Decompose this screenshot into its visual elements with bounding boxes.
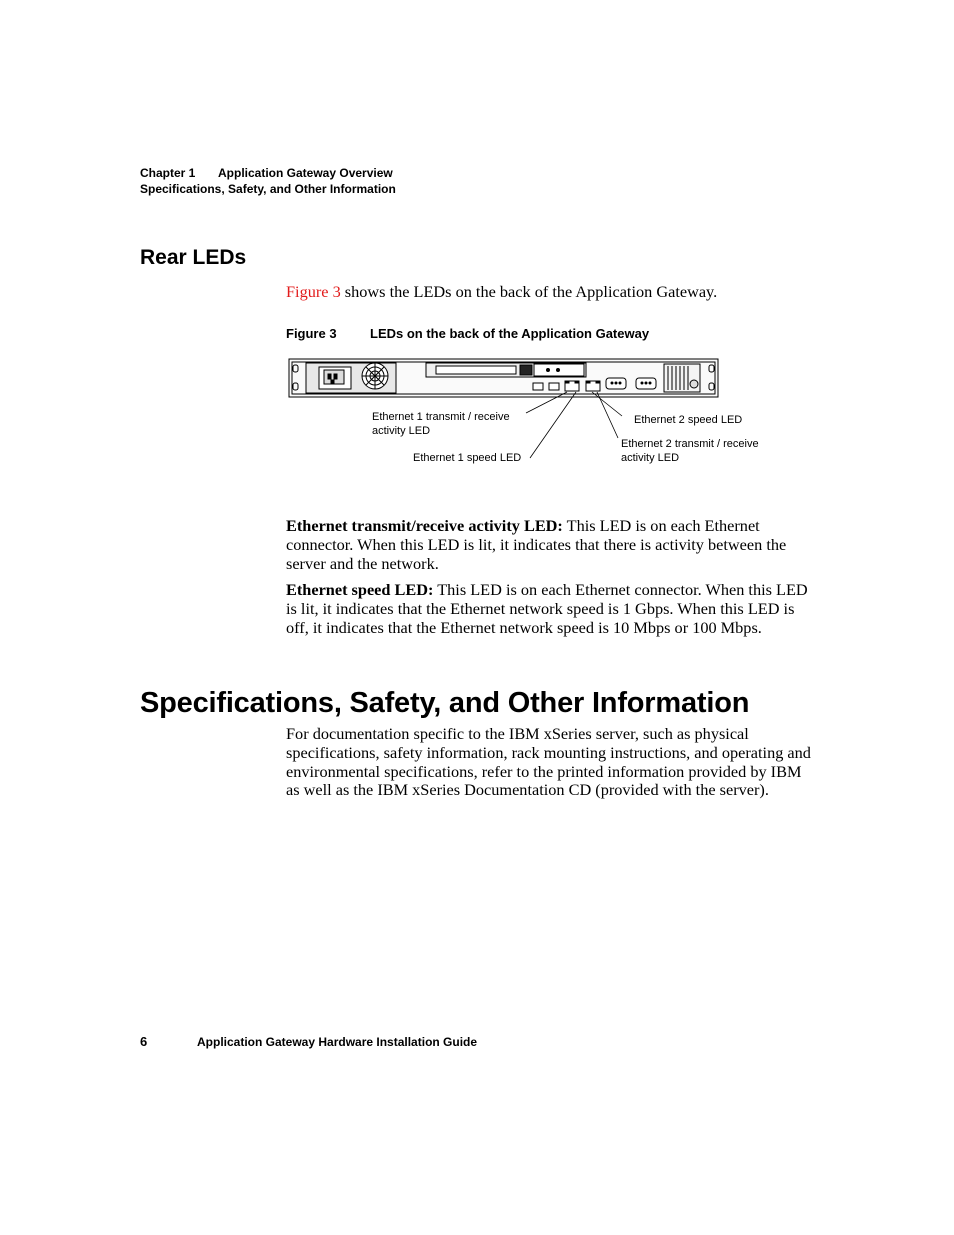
specs-heading: Specifications, Safety, and Other Information (140, 687, 750, 719)
callout-eth2-speed: Ethernet 2 speed LED (634, 414, 743, 426)
specs-paragraph: For documentation specific to the IBM xSeries server, such as physical specifications, safety information, rack mounting instructions, and operating and environmental specifications, refer to the printed information provided by IBM as well as the IBM xSeries Documentation CD (provided with the server). (286, 724, 811, 800)
callout-eth2-activity-line1: Ethernet 2 transmit / receive (621, 438, 759, 450)
definition-activity-led (286, 517, 816, 573)
book-title: Application Gateway Hardware Installation Guide (197, 1035, 478, 1049)
callout-leaders (526, 392, 622, 458)
rear-leds-heading: Rear LEDs (140, 246, 247, 269)
running-head-section: Specifications, Safety, and Other Information (140, 182, 396, 196)
chapter-label: Chapter 1 (140, 166, 196, 180)
definition-speed-led (286, 581, 816, 637)
figure-3-link[interactable]: Figure 3 (286, 282, 341, 301)
page-number: 6 (140, 1034, 148, 1049)
figure-number: Figure 3 (286, 326, 337, 341)
rear-leds-intro-text: shows the LEDs on the back of the Application Gateway. (340, 282, 718, 301)
callout-eth1-speed: Ethernet 1 speed LED (413, 452, 522, 464)
server-rear-panel (289, 359, 718, 397)
callout-eth2-activity-line2: activity LED (621, 452, 680, 464)
page-footer (140, 1034, 477, 1049)
chapter-title: Application Gateway Overview (218, 166, 393, 180)
definition-text: This LED is on each Ethernet connector. When this LED is lit, it indicates that there is activity between the server and the network. (286, 516, 787, 573)
rear-leds-intro (286, 283, 816, 302)
definition-term: Ethernet speed LED: (286, 580, 434, 599)
figure-caption-text: LEDs on the back of the Application Gateway (370, 326, 650, 341)
running-head-chapter (140, 165, 396, 181)
callout-eth1-activity-line2: activity LED (372, 425, 431, 437)
running-head (140, 165, 396, 197)
rear-panel-figure (286, 356, 786, 468)
callout-eth1-activity-line1: Ethernet 1 transmit / receive (372, 411, 510, 423)
definition-text: This LED is on each Ethernet connector. When this LED is lit, it indicates that the Ethernet network speed is 1 Gbps. When this LED is off, it indicates that the Ethernet network speed is 10 Mbps or 100 Mbps. (286, 580, 808, 637)
definition-term: Ethernet transmit/receive activity LED: (286, 516, 563, 535)
figure-caption (286, 326, 649, 341)
